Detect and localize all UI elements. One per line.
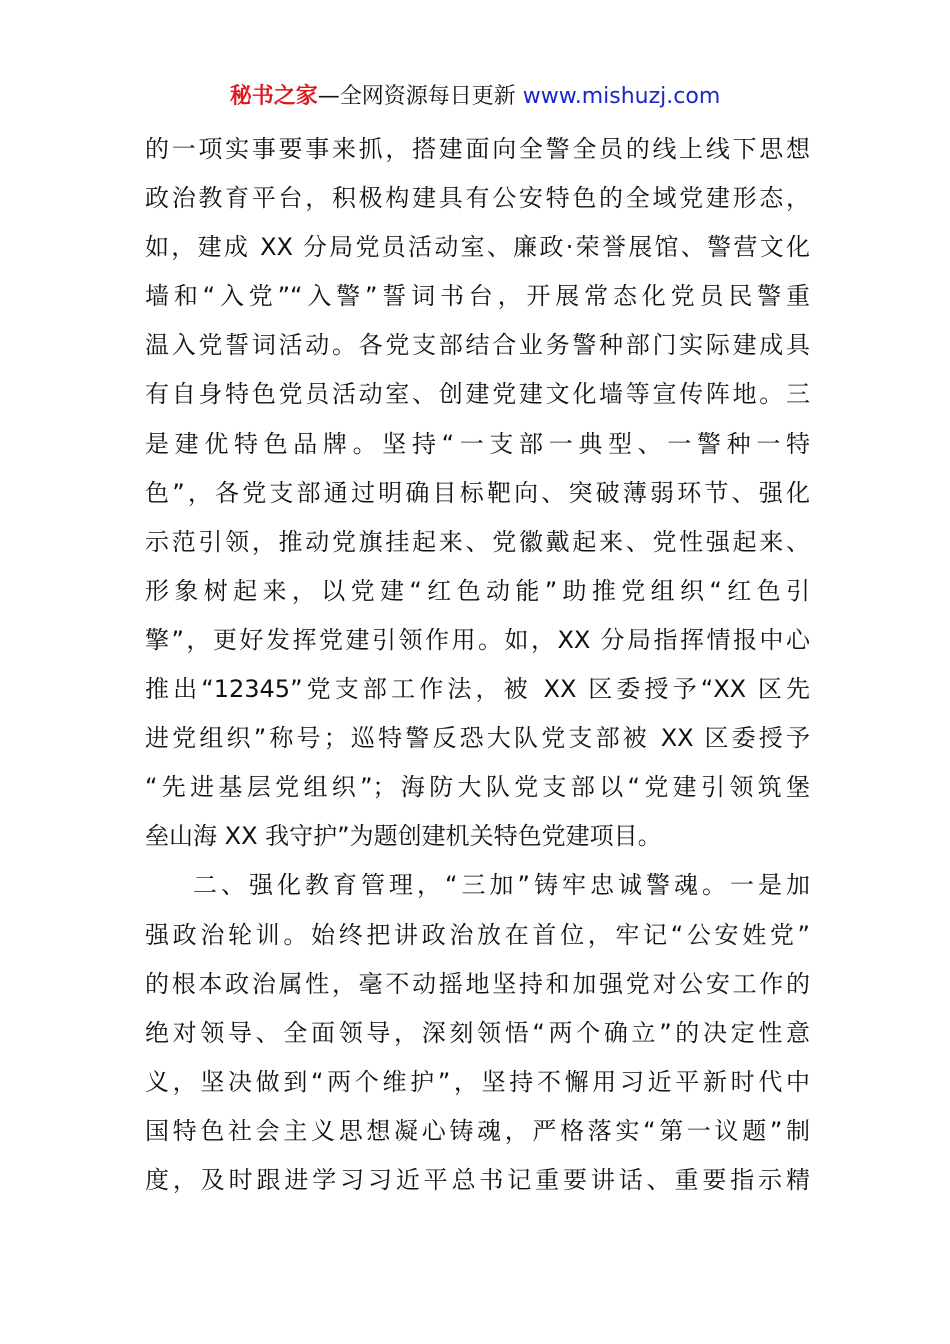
text-line: 温入党誓词活动。各党支部结合业务警种部门实际建成具 xyxy=(145,331,810,360)
text-line: 度，及时跟进学习习近平总书记重要讲话、重要指示精 xyxy=(145,1165,810,1194)
header-tagline: —全网资源每日更新 xyxy=(317,84,523,109)
text-line: 政治教育平台，积极构建具有公安特色的全域党建形态， xyxy=(145,184,810,213)
text-line: 示范引领，推动党旗挂起来、党徽戴起来、党性强起来、 xyxy=(145,527,810,556)
text-line: 是建优特色品牌。坚持“一支部一典型、一警种一特 xyxy=(145,429,810,458)
text-line: 绝对领导、全面领导，深刻领悟“两个确立”的决定性意 xyxy=(145,1018,810,1047)
text-line: 如，建成 XX 分局党员活动室、廉政·荣誉展馆、警营文化 xyxy=(145,233,810,262)
text-line: 义，坚决做到“两个维护”，坚持不懈用习近平新时代中 xyxy=(145,1067,810,1096)
text-line: “先进基层党组织”；海防大队党支部以“党建引领筑堡 xyxy=(145,773,810,802)
text-line: 国特色社会主义思想凝心铸魂，严格落实“第一议题”制 xyxy=(145,1116,810,1145)
paragraph-2 xyxy=(145,861,810,1205)
text-line: 有自身特色党员活动室、创建党建文化墙等宣传阵地。三 xyxy=(145,380,810,409)
text-line: 的根本政治属性，毫不动摇地坚持和加强党对公安工作的 xyxy=(145,969,810,998)
text-line: 形象树起来，以党建“红色动能”助推党组织“红色引 xyxy=(145,576,810,605)
paragraph-1 xyxy=(145,125,810,861)
document-body xyxy=(145,125,810,1205)
text-line: 强政治轮训。始终把讲政治放在首位，牢记“公安姓党” xyxy=(145,920,810,949)
header-url-link[interactable]: www.mishuzj.com xyxy=(522,84,721,109)
text-line: 擎”，更好发挥党建引领作用。如，XX 分局指挥情报中心 xyxy=(145,625,810,654)
text-line: 二、强化教育管理，“三加”铸牢忠诚警魂。一是加 xyxy=(193,871,810,900)
text-line: 色”，各党支部通过明确目标靶向、突破薄弱环节、强化 xyxy=(145,478,810,507)
text-line: 垒山海 XX 我守护”为题创建机关特色党建项目。 xyxy=(145,822,662,851)
text-line: 推出“12345”党支部工作法，被 XX 区委授予“XX 区先 xyxy=(145,675,810,704)
text-line: 墙和“入党”“入警”誓词书台，开展常态化党员民警重 xyxy=(145,282,810,311)
page-header xyxy=(0,80,950,114)
header-brand: 秘书之家 xyxy=(229,84,318,109)
text-line: 的一项实事要事来抓，搭建面向全警全员的线上线下思想 xyxy=(145,135,810,163)
text-line: 进党组织”称号；巡特警反恐大队党支部被 XX 区委授予 xyxy=(145,724,810,753)
